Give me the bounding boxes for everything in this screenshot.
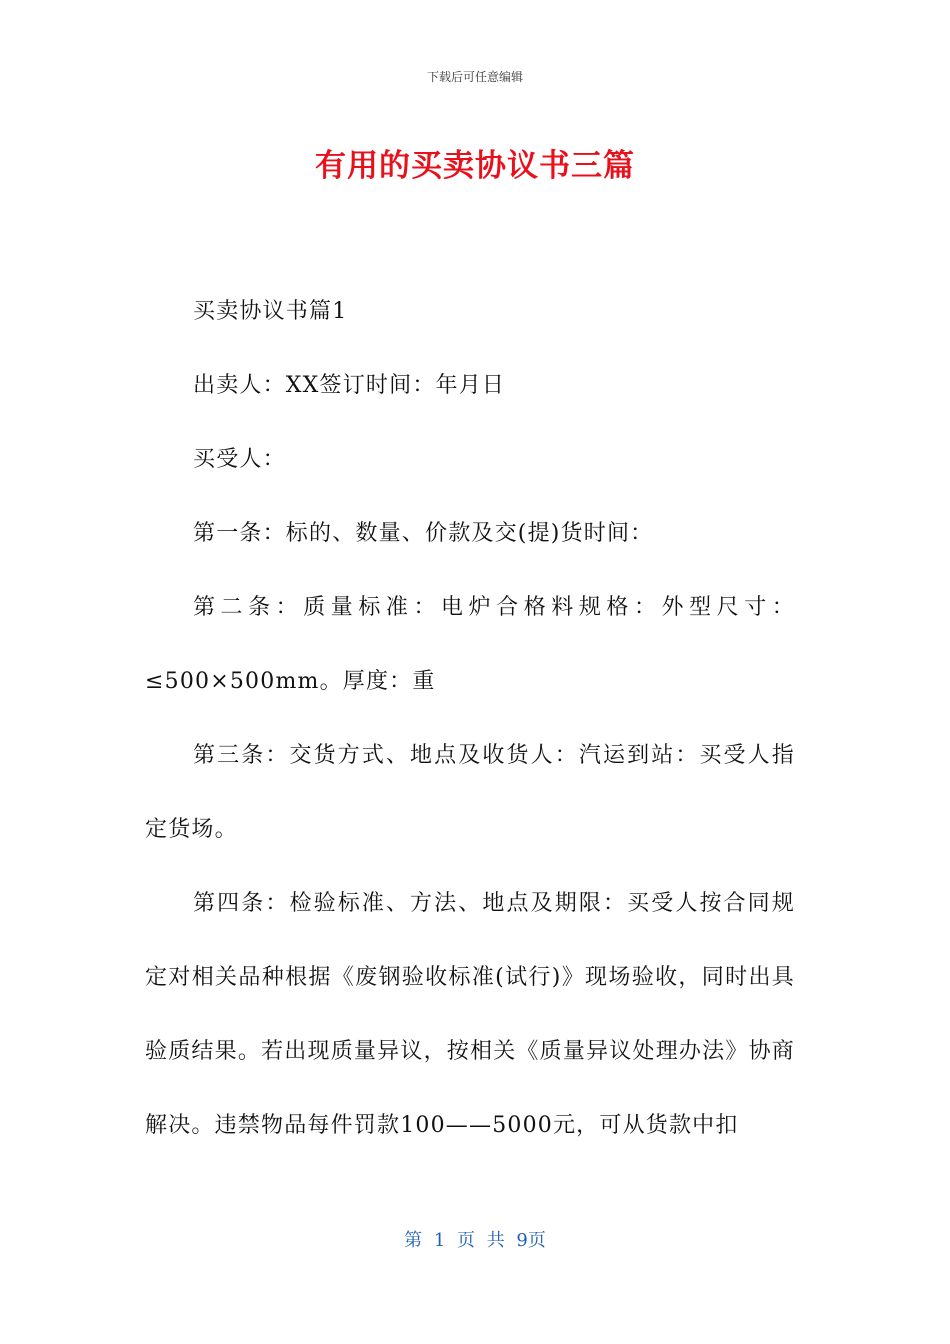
paragraph: 出卖人：XX签订时间：年月日 <box>193 373 506 398</box>
header-note: 下载后可任意编辑 <box>426 70 523 84</box>
paragraph: 第二条：质量标准：电炉合格料规格：外型尺寸：≤500×500mm。厚度：重 <box>145 595 795 694</box>
paragraph: 买卖协议书篇1 <box>193 299 348 324</box>
document-title: 有用的买卖协议书三篇 <box>315 148 635 184</box>
document-body <box>145 275 795 1163</box>
paragraph: 第一条：标的、数量、价款及交(提)货时间： <box>193 521 654 546</box>
paragraph: 第三条：交货方式、地点及收货人：汽运到站：买受人指定货场。 <box>145 743 795 842</box>
paragraph: 买受人： <box>193 447 286 472</box>
page-number: 第 1 页 共 9页 <box>404 1230 546 1251</box>
paragraph: 第四条：检验标准、方法、地点及期限：买受人按合同规定对相关品种根据《废钢验收标准(试行)》现场验收，同时出具验质结果。若出现质量异议，按相关《质量异议处理办法》协商解决。违禁物品每件罚款100——5000元，可从货款中扣 <box>145 891 795 1138</box>
